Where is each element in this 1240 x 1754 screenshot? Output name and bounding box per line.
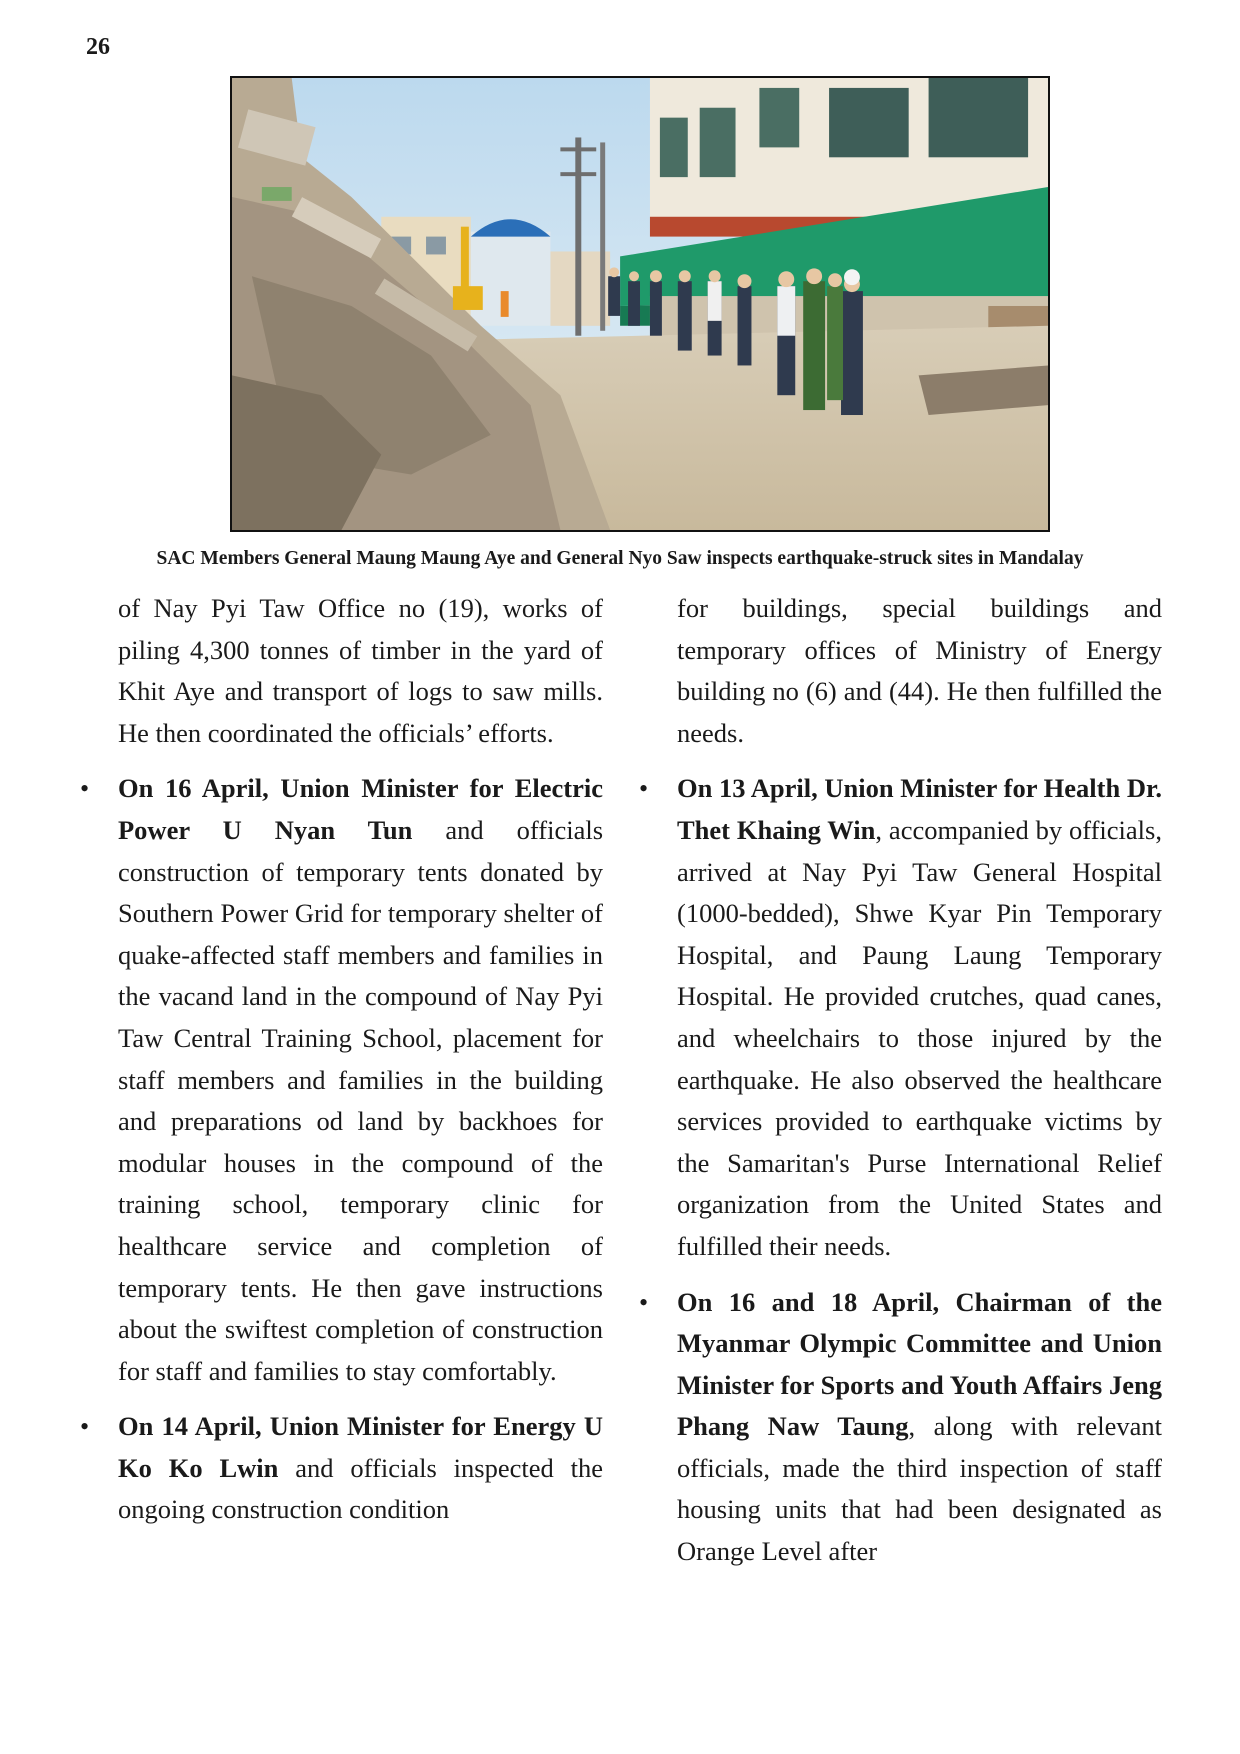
bullet-health — [677, 768, 1162, 1267]
earthquake-site-photo — [230, 76, 1050, 532]
page-number: 26 — [86, 34, 110, 60]
bullet-body: and officials construction of temporary tents donated by Southern Power Grid for temporary shelter of quake-affected staff members and families in the vacand land in the compound of Nay Pyi Taw Central Training School, placement for staff members and families in the building and preparations od land by backhoes for modular houses in the compound of the training school, temporary clinic for healthcare service and completion of temporary tents. He then gave instructions about the swiftest completion of construction for staff and families to stay comfortably. — [118, 814, 604, 1386]
right-column — [677, 588, 1162, 1573]
bullet-body: , along with relevant officials, made the third inspection of staff housing units that had been designated as Orange Level after — [677, 1411, 1162, 1567]
bullet-body: , accompanied by officials, arrived at Nay Pyi Taw General Hospital (1000-bedded), Shwe Kyar Pin Temporary Hospital, and Paung Laung Temporary Hospital. He provided crutches, quad canes, and wheelchairs to those injured by the earthquake. He also observed the healthcare services provided to earthquake victims by the Samaritan's Purse International Relief organization from the United States and fulfilled their needs. — [677, 814, 1162, 1261]
bullet-body: and officials inspected the ongoing construction condition — [118, 1452, 603, 1525]
bullet-sports-youth — [677, 1282, 1162, 1573]
bullet-heading: On 16 and 18 April, Chairman of the Myanmar Olympic Committee and Union Minister for Sports and Youth Affairs Jeng Phang Naw Taung — [677, 1286, 1162, 1442]
left-continued-paragraph: of Nay Pyi Taw Office no (19), works of piling 4,300 tonnes of timber in the yard of Khit Aye and transport of logs to saw mills. He then coordinated the officials’ efforts. — [118, 593, 603, 748]
left-column — [118, 588, 603, 1531]
right-bullet-list — [677, 768, 1162, 1572]
left-bullet-list — [118, 768, 603, 1531]
photo-caption: SAC Members General Maung Maung Aye and General Nyo Saw inspects earthquake-struck sites in Mandalay — [156, 548, 1084, 569]
bullet-heading: On 16 April, Union Minister for Electric Power U Nyan Tun — [118, 773, 603, 845]
bullet-electric-power — [118, 768, 603, 1392]
bullet-heading: On 13 April, Union Minister for Health Dr. Thet Khaing Win — [677, 773, 1162, 845]
bullet-energy — [118, 1406, 603, 1531]
bullet-heading: On 14 April, Union Minister for Energy U Ko Ko Lwin — [118, 1411, 603, 1483]
photo-illustration — [232, 78, 1048, 530]
right-continued-paragraph: for buildings, special buildings and temporary offices of Ministry of Energy building no (6) and (44). He then fulfilled the needs. — [677, 593, 1162, 748]
